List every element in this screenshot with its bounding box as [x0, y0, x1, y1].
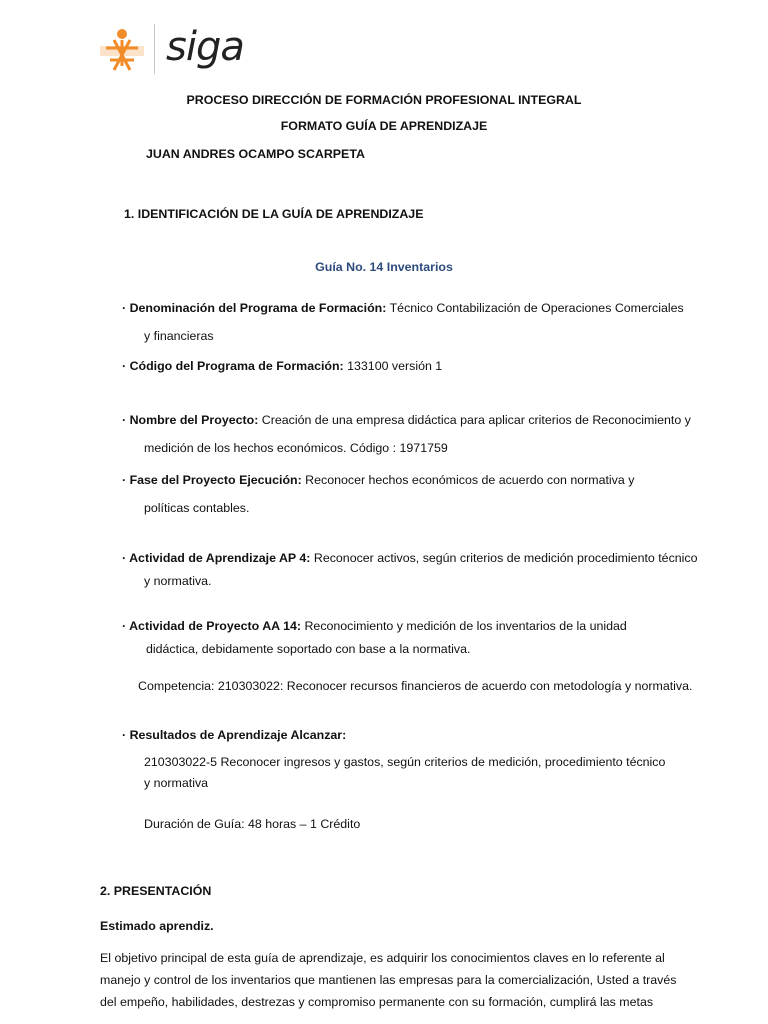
sena-logo-icon: [96, 26, 148, 72]
field-ap-value2: y normativa.: [144, 574, 212, 588]
siga-logo: siga: [166, 24, 244, 70]
presentacion-p3: del empeño, habilidades, destrezas y compromiso permanente con su formación, cumplirá las metas: [100, 995, 654, 1009]
field-proyecto-label: · Nombre del Proyecto:: [122, 413, 259, 427]
section-identificacion: 1. IDENTIFICACIÓN DE LA GUÍA DE APRENDIZAJE: [124, 207, 424, 221]
field-programa: [122, 300, 684, 316]
field-fase: [122, 472, 634, 488]
doc-line1: PROCESO DIRECCIÓN DE FORMACIÓN PROFESIONAL INTEGRAL: [186, 93, 582, 107]
saludo: Estimado aprendiz.: [100, 919, 214, 933]
field-programa-value: Técnico Contabilización de Operaciones Comerciales: [386, 301, 684, 315]
field-resultado1: 210303022-5 Reconocer ingresos y gastos, según criterios de medición, procedimiento técnico: [144, 755, 666, 769]
field-aa-value: Reconocimiento y medición de los inventarios de la unidad: [301, 619, 627, 633]
field-proyecto: [122, 412, 691, 428]
logo-divider: [154, 24, 155, 74]
field-proyecto-value: Creación de una empresa didáctica para aplicar criterios de Reconocimiento y: [258, 413, 691, 427]
guide-title: Guía No. 14 Inventarios: [315, 260, 453, 274]
field-proyecto-value2: medición de los hechos económicos. Código : 1971759: [144, 441, 448, 455]
field-codigo-label: · Código del Programa de Formación:: [122, 359, 344, 373]
field-ap-value: Reconocer activos, según criterios de medición procedimiento técnico: [310, 551, 698, 565]
field-resultado1b: y normativa: [144, 776, 209, 790]
field-ap-label: · Actividad de Aprendizaje AP 4:: [122, 551, 311, 565]
field-programa-label: · Denominación del Programa de Formación:: [122, 301, 387, 315]
field-duracion: Duración de Guía: 48 horas – 1 Crédito: [144, 817, 361, 831]
field-aa-label: · Actividad de Proyecto AA 14:: [122, 619, 302, 633]
field-aa-value2: didáctica, debidamente soportado con base a la normativa.: [146, 642, 471, 656]
field-fase-value: Reconocer hechos económicos de acuerdo con normativa y: [301, 473, 635, 487]
field-fase-label: · Fase del Proyecto Ejecución:: [122, 473, 302, 487]
section-presentacion: 2. PRESENTACIÓN: [100, 884, 212, 898]
field-fase-value2: políticas contables.: [144, 501, 250, 515]
doc-line2: FORMATO GUÍA DE APRENDIZAJE: [280, 119, 488, 133]
field-competencia: Competencia: 210303022: Reconocer recursos financieros de acuerdo con metodología y normativa.: [138, 679, 693, 693]
field-ap: [122, 550, 698, 566]
presentacion-p2: manejo y control de los inventarios que mantienen las empresas para la comercialización, Usted a través: [100, 973, 677, 987]
field-resultados-label: · Resultados de Aprendizaje Alcanzar:: [122, 728, 347, 742]
field-aa: [122, 618, 627, 634]
header-logos: [96, 22, 246, 78]
field-codigo: [122, 358, 442, 374]
field-programa-value2: y financieras: [144, 329, 214, 343]
presentacion-p1: El objetivo principal de esta guía de aprendizaje, es adquirir los conocimientos claves en lo referente al: [100, 951, 665, 965]
doc-author: JUAN ANDRES OCAMPO SCARPETA: [146, 147, 365, 161]
field-codigo-value: 133100 versión 1: [343, 359, 443, 373]
